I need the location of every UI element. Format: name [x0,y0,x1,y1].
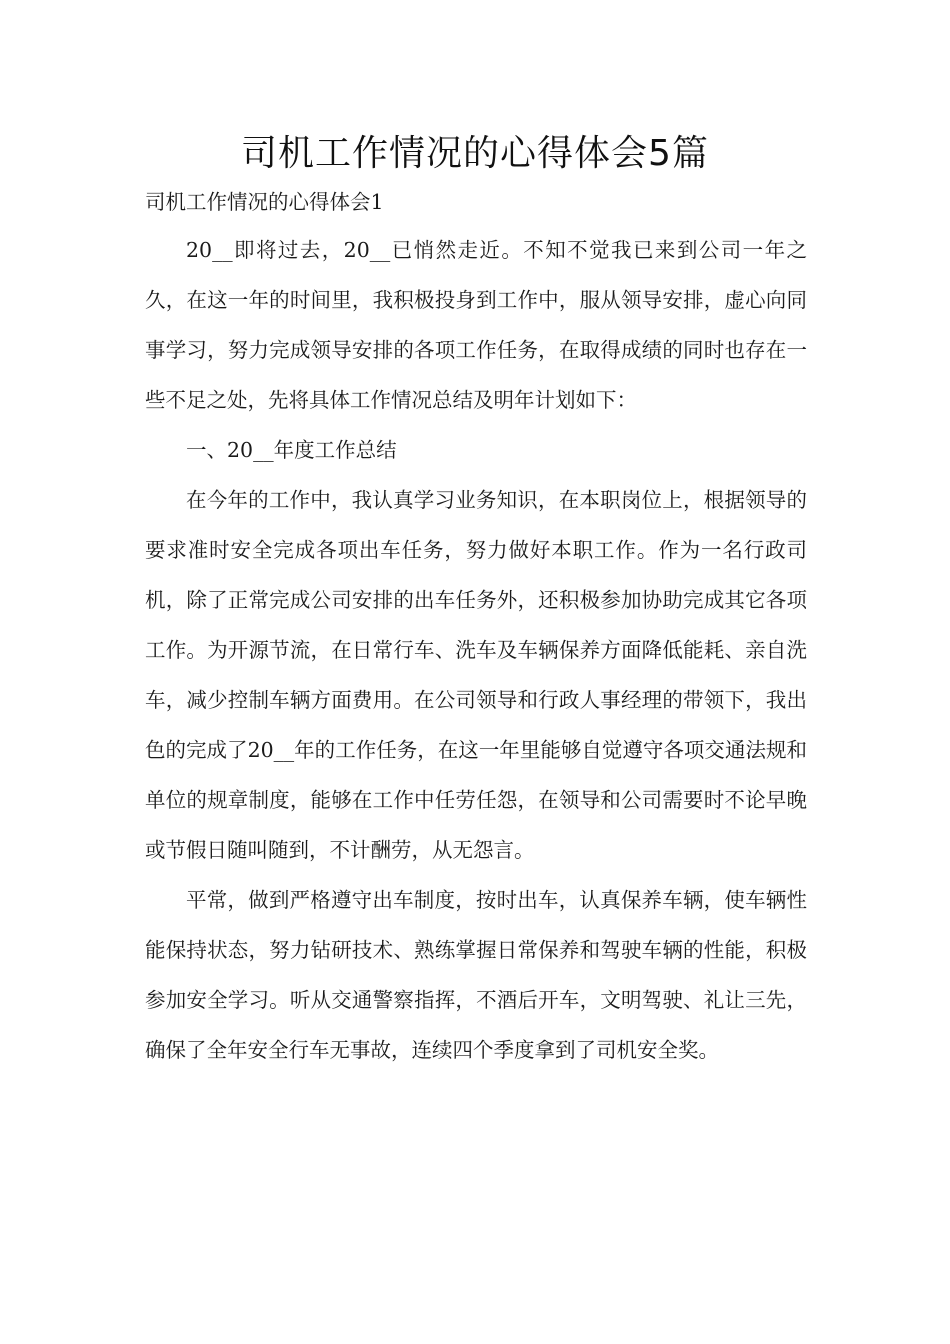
document-title: 司机工作情况的心得体会5篇 [241,133,709,174]
document-body [145,183,807,1075]
section-subtitle: 司机工作情况的心得体会1 [145,190,384,214]
section-heading-annual-summary: 一、20__年度工作总结 [186,438,397,462]
paragraph-intro: 20__即将过去，20__已悄然走近。不知不觉我已来到公司一年之久，在这一年的时间里，我积极投身到工作中，服从领导安排，虚心向同事学习，努力完成领导安排的各项工作任务，在取得成绩的同时也存在一些不足之处，先将具体工作情况总结及明年计划如下： [145,238,807,412]
paragraph-work-summary: 在今年的工作中，我认真学习业务知识，在本职岗位上，根据领导的要求准时安全完成各项出车任务，努力做好本职工作。作为一名行政司机，除了正常完成公司安排的出车任务外，还积极参加协助完成其它各项工作。为开源节流，在日常行车、洗车及车辆保养方面降低能耗、亲自洗车，减少控制车辆方面费用。在公司领导和行政人事经理的带领下，我出色的完成了20__年的工作任务，在这一年里能够自觉遵守各项交通法规和单位的规章制度，能够在工作中任劳任怨，在领导和公司需要时不论早晚或节假日随叫随到，不计酬劳，从无怨言。 [145,488,807,862]
paragraph-daily-safety: 平常，做到严格遵守出车制度，按时出车，认真保养车辆，使车辆性能保持状态，努力钻研技术、熟练掌握日常保养和驾驶车辆的性能，积极参加安全学习。听从交通警察指挥，不酒后开车，文明驾驶、礼让三先，确保了全年安全行车无事故，连续四个季度拿到了司机安全奖。 [145,888,807,1062]
